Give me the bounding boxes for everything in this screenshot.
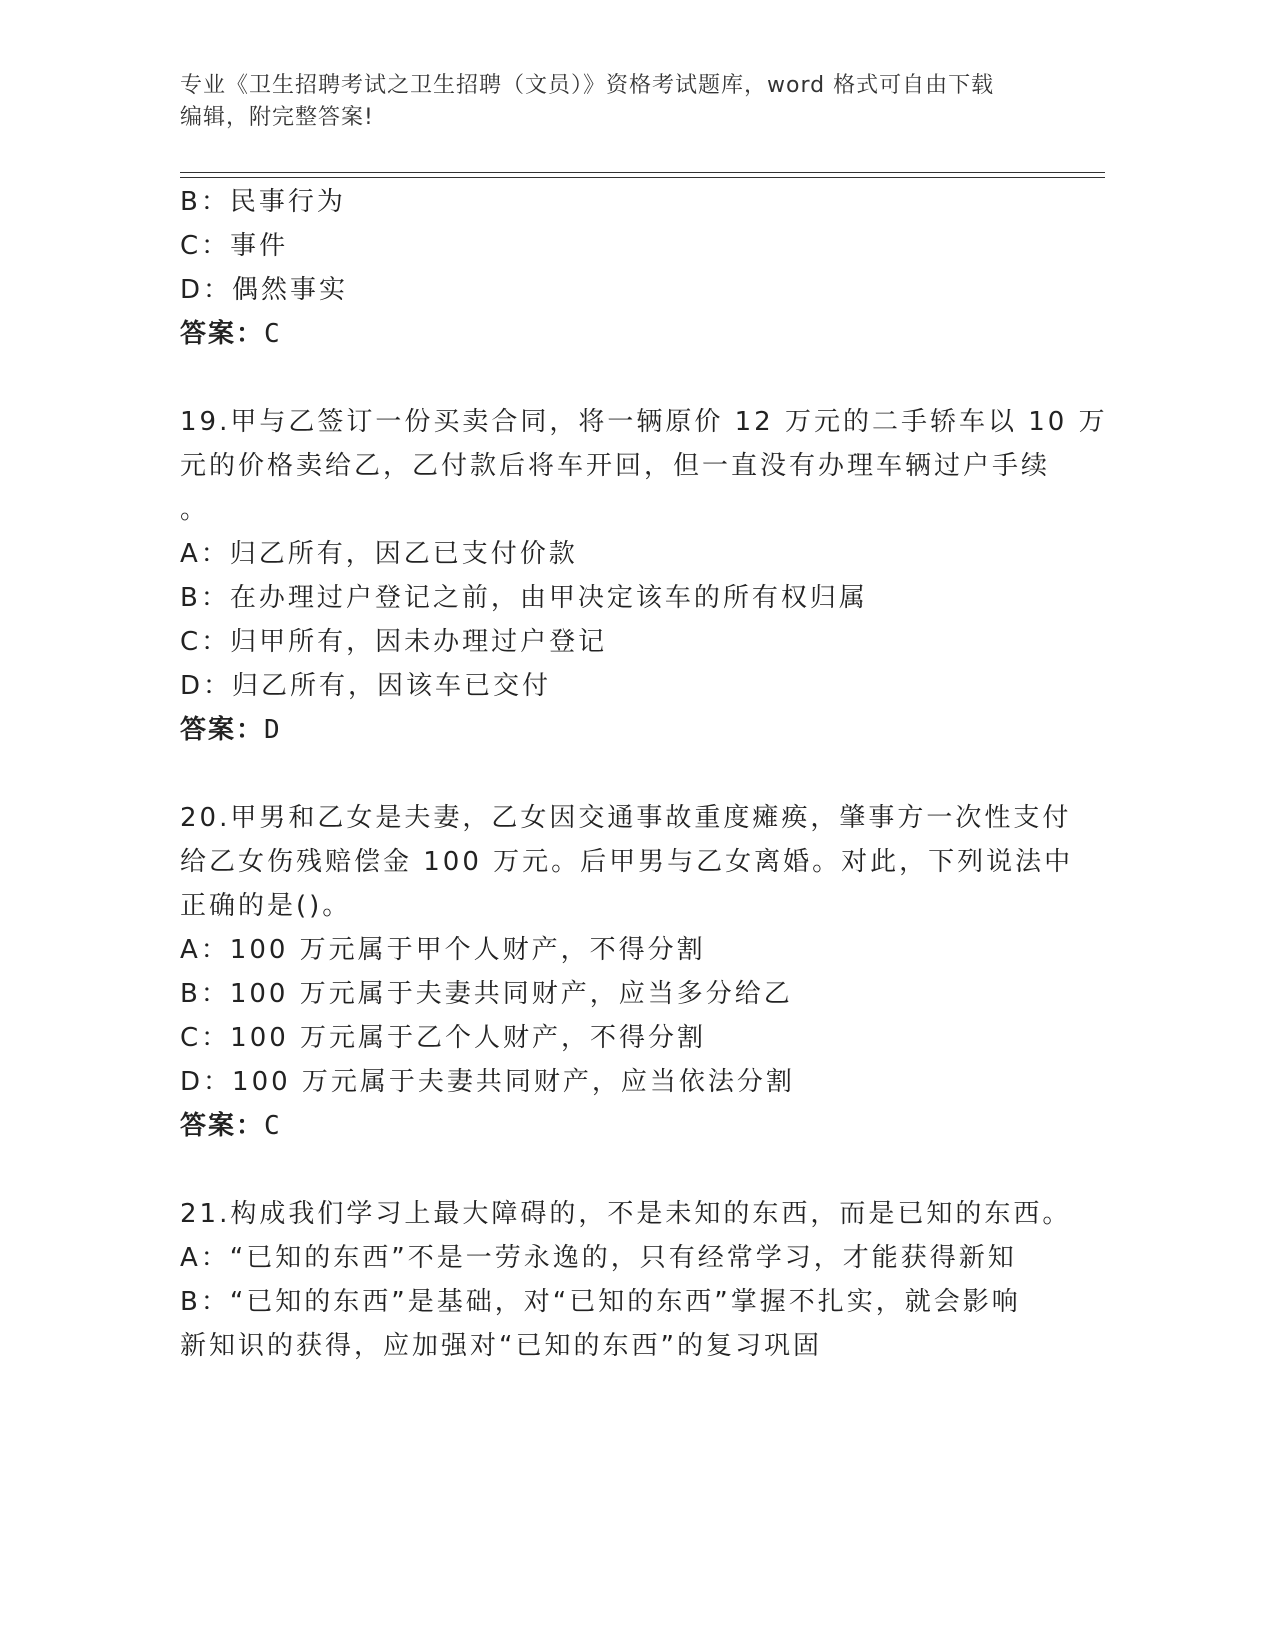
question-text-line: 20.甲男和乙女是夫妻，乙女因交通事故重度瘫痪，肇事方一次性支付 (180, 803, 1072, 833)
question-text-line: 给乙女伤残赔偿金 100 万元。后甲男与乙女离婚。对此，下列说法中 (180, 847, 1074, 877)
question-text-line: 元的价格卖给乙，乙付款后将车开回，但一直没有办理车辆过户手续 (180, 451, 1051, 481)
answer-value: D (264, 715, 282, 745)
question-text-line: 正确的是()。 (180, 891, 352, 921)
option-b: B：“已知的东西”是基础，对“已知的东西”掌握不扎实，就会影响 (180, 1287, 1021, 1317)
spacer (180, 752, 1040, 796)
option-c: C：归甲所有，因未办理过户登记 (180, 627, 608, 657)
question-20 (180, 796, 1074, 1148)
question-text-line: 19.甲与乙签订一份买卖合同，将一辆原价 12 万元的二手轿车以 10 万 (180, 407, 1108, 437)
answer-label: 答案： (180, 1111, 265, 1141)
option-c: C：100 万元属于乙个人财产，不得分割 (180, 1023, 707, 1053)
option-b: B：在办理过户登记之前，由甲决定该车的所有权归属 (180, 583, 868, 613)
option-a: A：“已知的东西”不是一劳永逸的，只有经常学习，才能获得新知 (180, 1243, 1017, 1273)
spacer (180, 1148, 1040, 1192)
option-a: A：100 万元属于甲个人财产，不得分割 (180, 935, 706, 965)
spacer (180, 356, 1040, 400)
option-c: C：事件 (180, 231, 289, 261)
option-b: B：100 万元属于夫妻共同财产，应当多分给乙 (180, 979, 793, 1009)
answer-line (180, 708, 1040, 752)
answer-value: C (264, 319, 282, 349)
option-b-continuation: 新知识的获得，应加强对“已知的东西”的复习巩固 (180, 1331, 822, 1361)
question-19 (180, 400, 1108, 752)
question-21 (180, 1192, 1072, 1368)
question-18-tail (180, 180, 1040, 356)
answer-line (180, 1104, 1040, 1148)
option-a: A：归乙所有，因乙已支付价款 (180, 539, 578, 569)
option-d: D：偶然事实 (180, 275, 349, 305)
option-d: D：归乙所有，因该车已交付 (180, 671, 552, 701)
answer-label: 答案： (180, 319, 265, 349)
answer-value: C (264, 1111, 282, 1141)
question-text-line: 21.构成我们学习上最大障碍的，不是未知的东西，而是已知的东西。 (180, 1199, 1072, 1229)
document-header (180, 70, 1080, 134)
header-line-2: 编辑，附完整答案! (180, 105, 374, 130)
answer-line (180, 312, 1040, 356)
answer-label: 答案： (180, 715, 265, 745)
option-b: B：民事行为 (180, 187, 346, 217)
question-text-line: 。 (180, 495, 210, 525)
document-body (180, 180, 1108, 1368)
header-double-rule (180, 172, 1105, 178)
option-d: D：100 万元属于夫妻共同财产，应当依法分割 (180, 1067, 795, 1097)
header-line-1: 专业《卫生招聘考试之卫生招聘（文员）》资格考试题库，word 格式可自由下载 (180, 73, 995, 98)
